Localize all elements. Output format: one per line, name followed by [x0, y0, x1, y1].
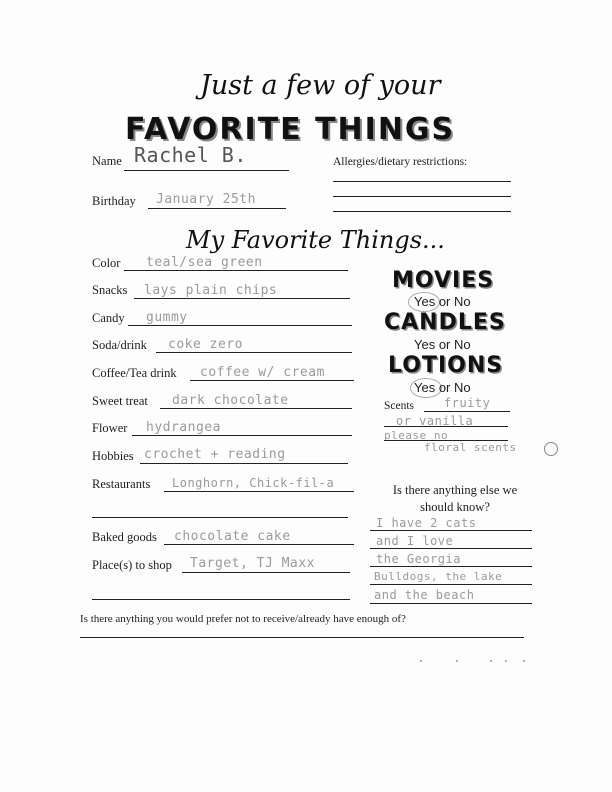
- anything-else-rule: [370, 584, 532, 585]
- anything-else-rule: [370, 566, 532, 567]
- smiley-face-icon: [544, 442, 558, 456]
- scents-label: Scents: [384, 400, 415, 412]
- flower-value[interactable]: hydrangea: [146, 420, 221, 435]
- scan-speck: [490, 660, 492, 662]
- restaurants-label: Restaurants: [92, 477, 151, 491]
- anything-else-line-5[interactable]: and the beach: [374, 588, 475, 602]
- anything-else-rule: [370, 548, 532, 549]
- soda-value[interactable]: coke zero: [168, 337, 243, 352]
- lotions-heading: LOTIONS: [388, 353, 504, 378]
- restaurants-value[interactable]: Longhorn, Chick-fil-a: [172, 476, 335, 490]
- hobbies-label: Hobbies: [92, 449, 134, 463]
- anything-else-line-3[interactable]: the Georgia: [376, 552, 461, 566]
- movies-heading: MOVIES: [392, 268, 495, 293]
- scents-line-2: [384, 426, 508, 427]
- scan-speck: [420, 660, 422, 662]
- color-label: Color: [92, 256, 121, 270]
- snacks-label: Snacks: [92, 283, 128, 297]
- restaurants-line: [164, 491, 354, 492]
- snacks-value[interactable]: lays plain chips: [144, 283, 278, 298]
- lotions-yes-or-no[interactable]: Yes or No: [414, 380, 471, 395]
- places-to-shop-value[interactable]: Target, TJ Maxx: [190, 556, 315, 571]
- sweet-treat-label: Sweet treat: [92, 394, 148, 408]
- snacks-line: [134, 298, 350, 299]
- form-title: FAVORITE THINGS: [125, 112, 456, 147]
- allergies-label: Allergies/dietary restrictions:: [333, 156, 468, 168]
- birthday-label: Birthday: [92, 194, 136, 208]
- footer-question: Is there anything you would prefer not to receive/already have enough of?: [80, 613, 406, 625]
- name-value[interactable]: Rachel B.: [134, 143, 247, 167]
- scents-value-3[interactable]: please no: [384, 429, 449, 442]
- birthday-line: [148, 208, 286, 209]
- color-value[interactable]: teal/sea green: [146, 255, 263, 270]
- scents-value-1[interactable]: fruity: [444, 396, 491, 410]
- name-label: Name: [92, 154, 122, 168]
- places-to-shop-line-2[interactable]: [92, 599, 350, 600]
- candles-heading: CANDLES: [384, 310, 506, 335]
- scents-value-2[interactable]: or vanilla: [396, 414, 474, 428]
- restaurants-line-2[interactable]: [92, 517, 348, 518]
- my-favorite-things-heading: My Favorite Things...: [186, 226, 445, 254]
- movies-yes-or-no[interactable]: Yes or No: [414, 294, 471, 309]
- anything-else-rule: [370, 603, 532, 604]
- baked-goods-label: Baked goods: [92, 530, 157, 544]
- anything-else-rule: [370, 530, 532, 531]
- soda-label: Soda/drink: [92, 338, 147, 352]
- script-title: Just a few of your: [200, 70, 441, 101]
- anything-else-line-2[interactable]: and I love: [376, 534, 454, 548]
- places-to-shop-label: Place(s) to shop: [92, 558, 172, 572]
- sweet-treat-value[interactable]: dark chocolate: [172, 393, 289, 408]
- color-line: [124, 270, 348, 271]
- soda-line: [156, 352, 352, 353]
- baked-goods-line: [164, 544, 354, 545]
- places-to-shop-line: [182, 572, 350, 573]
- candy-label: Candy: [92, 311, 125, 325]
- candy-line: [128, 325, 352, 326]
- flower-label: Flower: [92, 421, 128, 435]
- allergies-line[interactable]: [333, 181, 511, 182]
- coffee-label: Coffee/Tea drink: [92, 366, 177, 380]
- anything-else-line-4[interactable]: Bulldogs, the lake: [374, 570, 503, 583]
- sweet-treat-line: [160, 408, 352, 409]
- baked-goods-value[interactable]: chocolate cake: [174, 529, 291, 544]
- candles-yes-or-no[interactable]: Yes or No: [414, 337, 471, 352]
- anything-else-line-1[interactable]: I have 2 cats: [376, 516, 477, 530]
- scan-speck: [523, 660, 525, 662]
- birthday-value[interactable]: January 25th: [156, 192, 256, 207]
- coffee-value[interactable]: coffee w/ cream: [200, 365, 325, 380]
- hobbies-value[interactable]: crochet + reading: [144, 447, 286, 462]
- hobbies-line: [140, 463, 348, 464]
- candy-value[interactable]: gummy: [146, 310, 188, 325]
- scents-value-4[interactable]: floral scents: [424, 441, 517, 454]
- name-line: [124, 170, 289, 171]
- scan-speck: [456, 660, 458, 662]
- anything-else-question: Is there anything else we should know?: [392, 483, 518, 514]
- footer-line[interactable]: [80, 637, 524, 638]
- coffee-line: [190, 380, 354, 381]
- flower-line: [132, 435, 352, 436]
- scan-speck: [505, 660, 507, 662]
- allergies-line[interactable]: [333, 196, 511, 197]
- scents-line: [424, 411, 510, 412]
- allergies-line[interactable]: [333, 211, 511, 212]
